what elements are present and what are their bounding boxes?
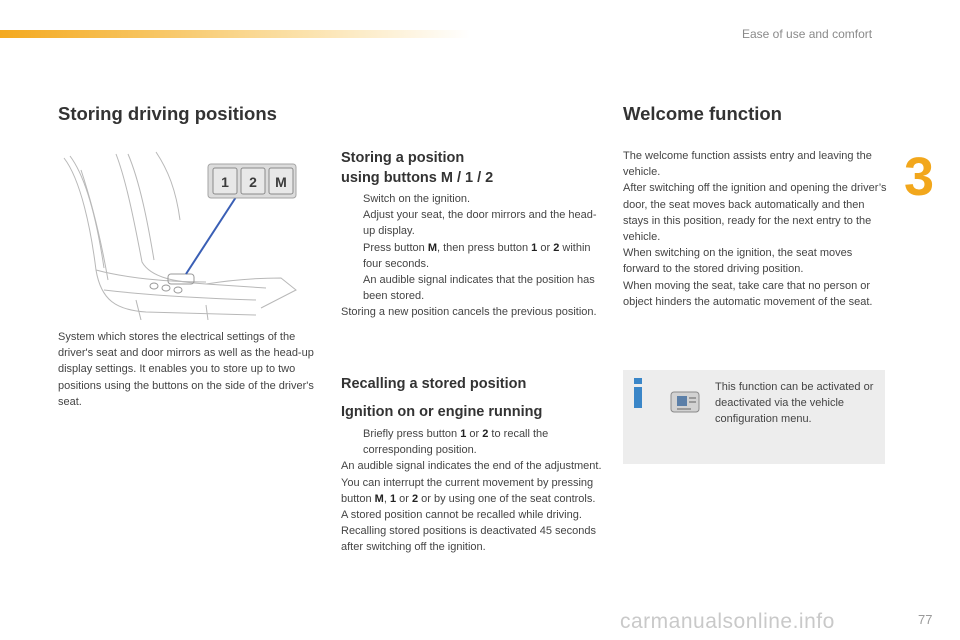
info-text: This function can be activated or deactivated via the vehicle configuration menu. xyxy=(715,381,874,426)
welcome-paragraph-4: When moving the seat, take care that no person or object hinders the automatic movement of the seat. xyxy=(623,279,873,308)
page-number: 77 xyxy=(918,612,933,627)
info-box xyxy=(623,370,885,464)
memory-button-m-label: M xyxy=(275,174,287,190)
recall-step-1: Briefly press button 1 or 2 to recall the corresponding position. xyxy=(363,428,549,457)
recall-paragraph-4: Recalling stored positions is deactivated 45 seconds after switching off the ignition. xyxy=(341,525,596,554)
welcome-text xyxy=(623,148,888,310)
welcome-paragraph-3: When switching on the ignition, the seat moves forward to the stored driving position. xyxy=(623,247,853,276)
section-header: Ease of use and comfort xyxy=(742,27,873,41)
storing-steps xyxy=(341,191,606,321)
title-storing-driving-positions: Storing driving positions xyxy=(58,103,277,124)
storing-step-3-note: An audible signal indicates that the position has been stored. xyxy=(363,274,595,303)
recall-paragraph-2: You can interrupt the current movement by pressing button M, 1 or 2 or by using one of the seat controls. xyxy=(341,476,596,505)
storing-step-1: Switch on the ignition. xyxy=(363,193,471,205)
heading-ignition-on: Ignition on or engine running xyxy=(341,404,543,420)
recall-paragraph-3: A stored position cannot be recalled while driving. xyxy=(341,509,582,522)
welcome-paragraph-1: The welcome function assists entry and leaving the vehicle. xyxy=(623,150,872,179)
memory-button-1-label: 1 xyxy=(221,174,229,190)
welcome-paragraph-2: After switching off the ignition and opening the driver’s door, the seat moves back automatically and then stays in this position, ready for the next entry to the vehicle. xyxy=(623,182,887,244)
title-welcome-function: Welcome function xyxy=(623,103,782,124)
watermark: carmanualsonline.info xyxy=(620,610,835,633)
heading-recalling-position: Recalling a stored position xyxy=(341,376,527,392)
memory-button-2-label: 2 xyxy=(249,174,257,190)
info-icon xyxy=(633,378,643,408)
config-menu-icon xyxy=(668,388,702,418)
storing-note: Storing a new position cancels the previous position. xyxy=(341,306,597,319)
storing-intro: System which stores the electrical settings of the driver's seat and door mirrors as well as the head-up display settings. It enables you to store up to two positions using the buttons on the side of the driver's seat. xyxy=(58,331,314,408)
heading-storing-position-line2: using buttons M / 1 / 2 xyxy=(341,170,494,186)
recall-paragraph-1: An audible signal indicates the end of the adjustment. xyxy=(341,460,602,473)
top-accent-bar xyxy=(0,30,470,38)
storing-step-3: Press button M, then press button 1 or 2 within four seconds. xyxy=(363,241,591,270)
seat-illustration xyxy=(56,150,308,320)
storing-step-2: Adjust your seat, the door mirrors and the head-up display. xyxy=(363,209,597,238)
recall-steps xyxy=(341,426,606,556)
chapter-number: 3 xyxy=(904,147,935,207)
heading-storing-position-line1: Storing a position xyxy=(341,150,465,166)
